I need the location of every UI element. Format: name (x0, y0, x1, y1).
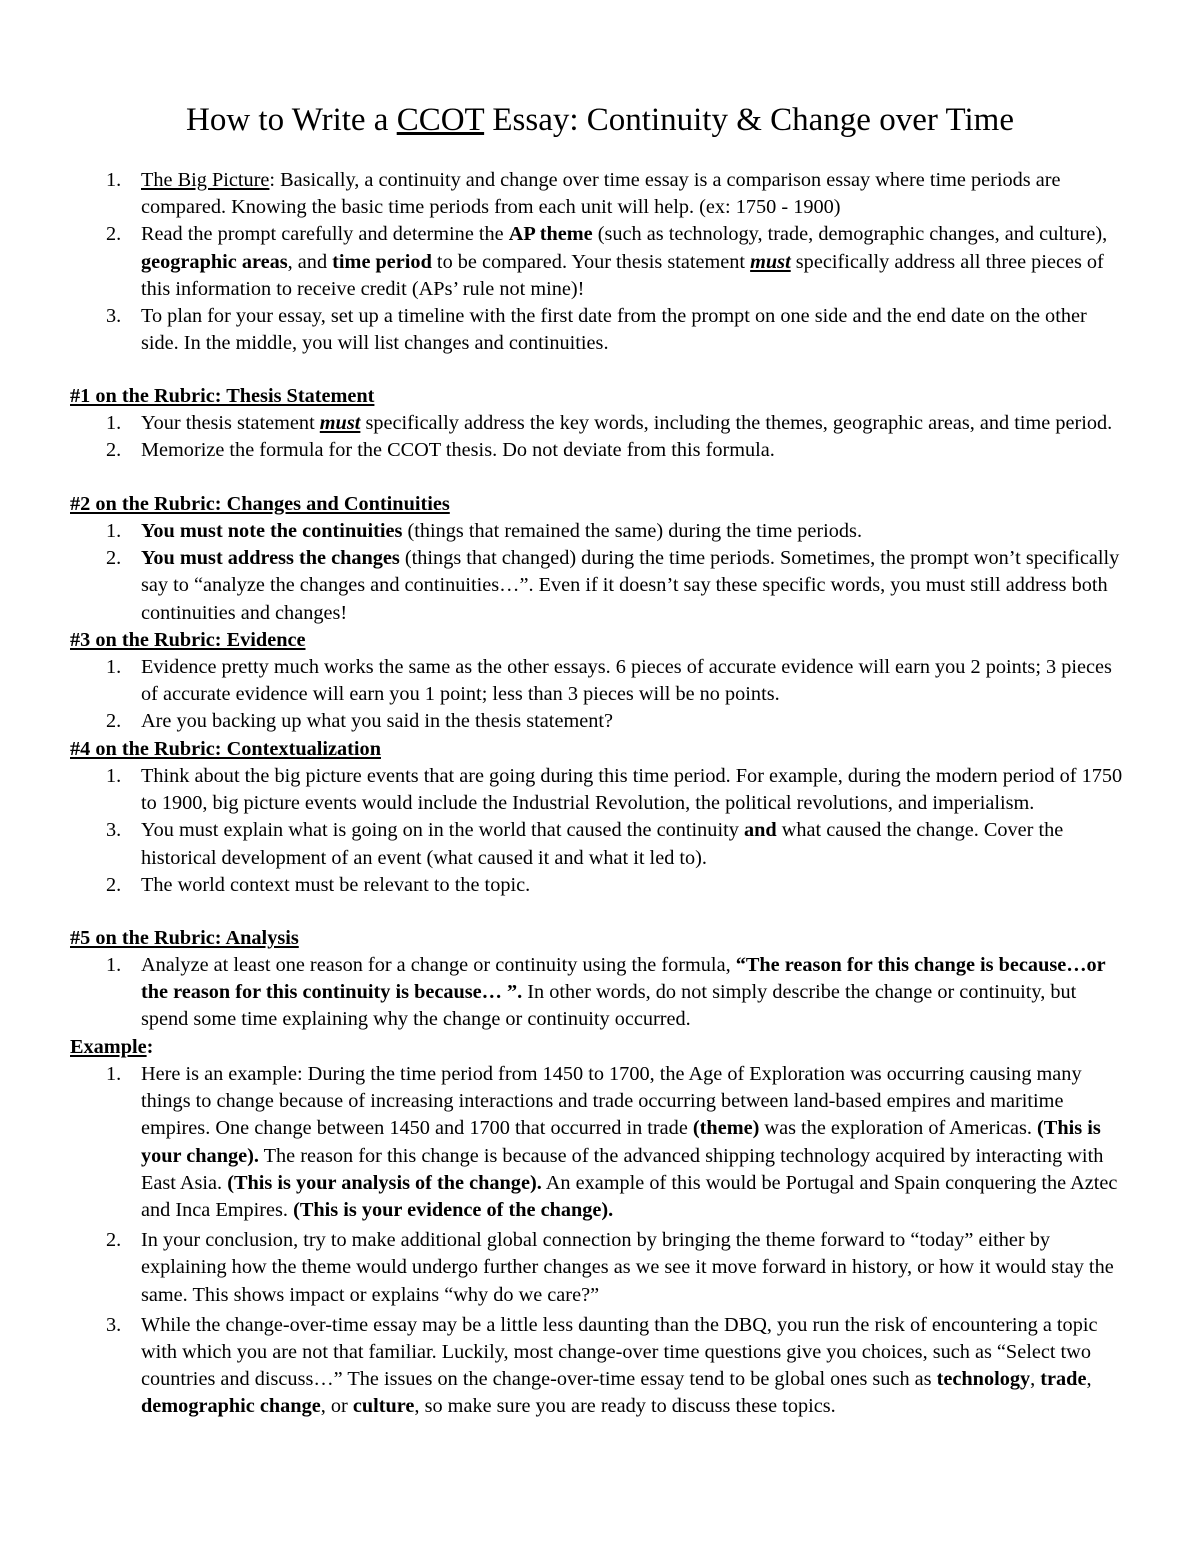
list-item: 1. You must note the continuities (things that remained the same) during the time periods. (141, 518, 1128, 545)
list-item: 1. The Big Picture: Basically, a continuity and change over time essay is a comparison essay where time periods are compared. Knowing the basic time periods from each unit will help. (ex: 1750 - 1900) (106, 169, 1061, 219)
rubric-2-list (106, 518, 1128, 627)
section-heading-example: Example: (70, 1036, 154, 1058)
big-picture-label: The Big Picture (141, 169, 270, 191)
list-number: 3. (106, 1313, 122, 1336)
list-item: 1. Think about the big picture events that are going during this time period. For example, during the modern period of 1750 to 1900, big picture events would include the Industrial Revolution, the political revolutions, and imperialism. (106, 765, 1123, 815)
list-number: 1. (106, 412, 122, 434)
section-heading-rubric-5: #5 on the Rubric: Analysis (70, 927, 299, 949)
list-number: 2. (106, 873, 122, 896)
list-number: 1. (106, 765, 122, 787)
must-emphasis: must (750, 250, 791, 273)
rubric-3-list (106, 654, 1128, 736)
list-number: 2. (106, 223, 122, 246)
title-prefix: How to Write a (186, 102, 397, 138)
list-item: 2. The world context must be relevant to the topic. (141, 872, 1128, 899)
section-heading-rubric-3: #3 on the Rubric: Evidence (70, 629, 306, 651)
list-number: 1. (106, 520, 122, 542)
list-number: 2. (106, 1229, 122, 1252)
list-item: 3. While the change-over-time essay may be a little less daunting than the DBQ, you run the risk of encountering a topic with which you are not that familiar. Luckily, most change-over time questions give you choices, such as “Select two countries and discuss…” The issues on the change-over-time essay tend to be global ones such as technology, trade, demographic change, or culture, so make sure you are ready to discuss these topics. (106, 1313, 1098, 1418)
list-item: 2. You must address the changes (things that changed) during the time periods. Sometimes, the prompt won’t specifically say to “analyze the changes and continuities…”. Even if it doesn’t say these specific words, you must still address both continuities and changes! (106, 547, 1120, 624)
list-number: 2. (106, 710, 122, 733)
list-number: 1. (106, 954, 122, 976)
rubric-1-list (106, 410, 1128, 464)
list-item: 1. Here is an example: During the time period from 1450 to 1700, the Age of Exploration was occurring causing many things to change because of increasing interactions and trade occurring between land-based empires and maritime empires. One change between 1450 and 1700 that occurred in trade (theme) was the exploration of Americas. (This is your change). The reason for this change is because of the advanced shipping technology acquired by interacting with East Asia. (This is your analysis of the change). An example of this would be Portugal and Spain conquering the Aztec and Inca Empires. (This is your evidence of the change). (106, 1063, 1118, 1222)
title-suffix: Essay: Continuity & Change over Time (484, 102, 1014, 138)
intro-list (106, 167, 1128, 357)
list-item: 1. Your thesis statement must specifically address the key words, including the themes, geographic areas, and time period. (141, 410, 1128, 437)
section-heading-rubric-2: #2 on the Rubric: Changes and Continuities (70, 493, 450, 515)
list-item: 1. Analyze at least one reason for a change or continuity using the formula, “The reason for this change is because…or the reason for this continuity is because… ”. In other words, do not simply describe the change or continuity, but spend some time explaining why the change or continuity occurred. (106, 954, 1106, 1031)
list-item: 3. You must explain what is going on in the world that caused the continuity and what caused the change. Cover the historical development of an event (what caused it and what it led to). (106, 819, 1064, 869)
list-number: 2. (106, 547, 122, 570)
list-number: 1. (106, 169, 122, 191)
rubric-5-list (106, 952, 1128, 1034)
list-number: 1. (106, 656, 122, 678)
section-heading-rubric-4: #4 on the Rubric: Contextualization (70, 738, 381, 760)
list-item: 2. In your conclusion, try to make additional global connection by bringing the theme forward to “today” either by explaining how the theme would undergo further changes as we see it move forward in history, or how it would stay the same. This shows impact or explains “why do we care?” (106, 1229, 1114, 1306)
list-item: 2. Read the prompt carefully and determine the AP theme (such as technology, trade, demographic changes, and culture), geographic areas, and time period to be compared. Your thesis statement must specifically address all three pieces of this information to receive credit (APs’ rule not mine)! (106, 223, 1108, 300)
title-acronym: CCOT (396, 102, 485, 138)
example-list (106, 1061, 1128, 1421)
list-item: 2. Are you backing up what you said in the thesis statement? (141, 708, 1128, 735)
must-emphasis: must (319, 412, 361, 434)
page-title (0, 98, 1200, 142)
list-number: 2. (106, 439, 122, 462)
list-number: 1. (106, 1063, 122, 1085)
section-heading-rubric-1: #1 on the Rubric: Thesis Statement (70, 385, 375, 407)
list-number: 3. (106, 819, 122, 842)
list-item: 1. Evidence pretty much works the same as the other essays. 6 pieces of accurate evidence will earn you 2 points; 3 pieces of accurate evidence will earn you 1 point; less than 3 pieces will be no points. (106, 656, 1112, 706)
rubric-4-list (106, 763, 1128, 899)
list-item: 2. Memorize the formula for the CCOT thesis. Do not deviate from this formula. (141, 437, 1128, 464)
list-number: 3. (106, 305, 122, 328)
list-item: 3. To plan for your essay, set up a timeline with the first date from the prompt on one side and the end date on the other side. In the middle, you will list changes and continuities. (106, 305, 1087, 355)
